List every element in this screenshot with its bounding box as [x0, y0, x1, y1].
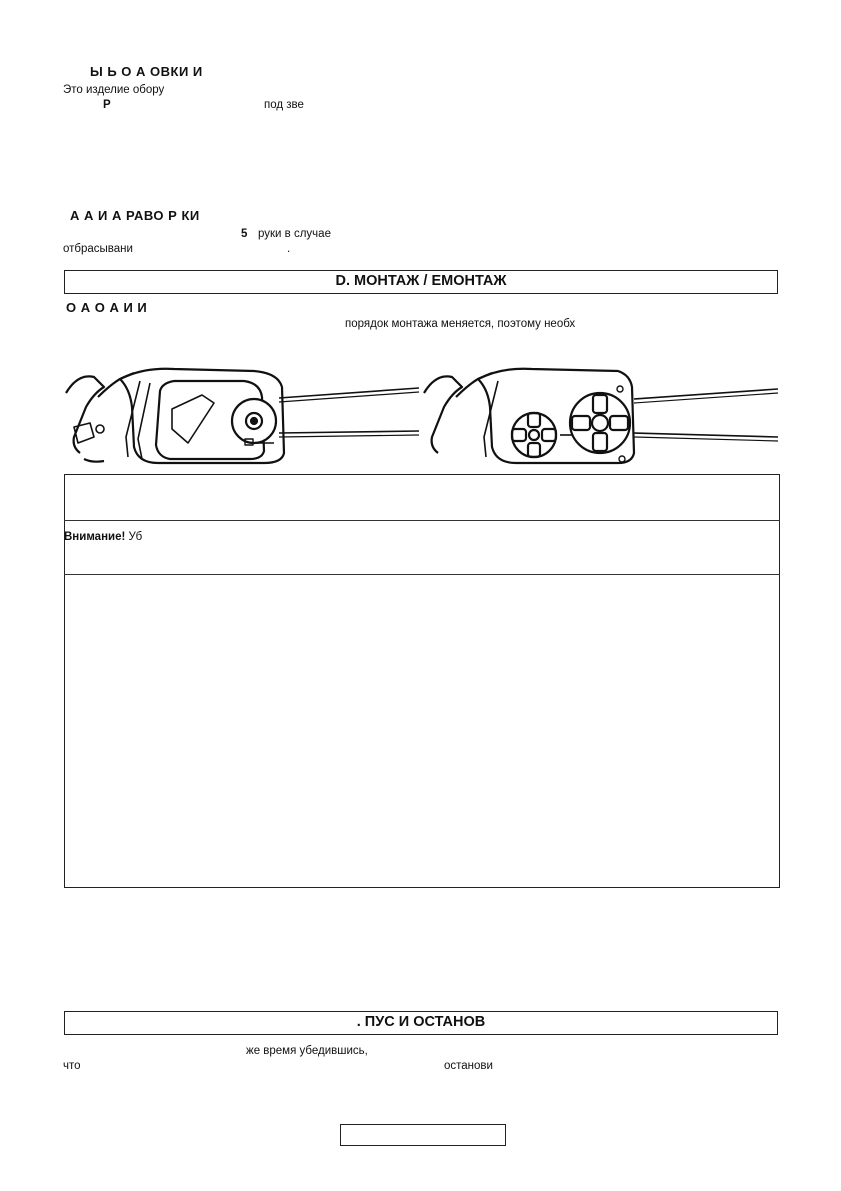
figure-chainsaw-cover: [64, 367, 419, 469]
blade-cover-line1: Это изделие обору: [63, 84, 165, 96]
box-divider-2: [64, 574, 780, 575]
chainsaw-knob-open-icon: [422, 367, 778, 469]
hand-guard-line2b: .: [287, 243, 291, 255]
hand-guard-line2a: отбрасывани: [63, 243, 133, 255]
section-d-title: D. МОНТАЖ / ЕМОНТАЖ: [335, 273, 507, 289]
assembly-subheading: О А О А И И: [66, 300, 148, 315]
start-stop-line1: же время убедившись,: [246, 1045, 368, 1057]
chainsaw-with-cover-icon: [64, 367, 419, 469]
section-e-title-box: [64, 1011, 778, 1035]
assembly-intro-text: порядок монтажа меняется, поэтому необх: [345, 318, 576, 330]
start-stop-line2a: что: [63, 1060, 81, 1072]
page-number-box: [340, 1124, 506, 1146]
hand-guard-heading: А А И А РАВО Р КИ: [70, 208, 200, 223]
figure-chainsaw-knob: [422, 367, 778, 469]
box-divider-1: [64, 520, 780, 521]
assembly-steps-box: [64, 474, 780, 888]
section-e-title: . ПУС И ОСТАНОВ: [356, 1014, 486, 1030]
caution-note: [64, 531, 142, 543]
start-stop-line2b: останови: [444, 1060, 493, 1072]
section-d-title-box: [64, 270, 778, 294]
blade-cover-line2: под зве: [264, 99, 304, 111]
caution-text: Уб: [128, 531, 143, 543]
hand-guard-bold-ref: 5: [241, 228, 248, 240]
hand-guard-line1: руки в случае: [258, 228, 331, 240]
caution-label: Внимание!: [64, 531, 126, 543]
blade-cover-heading: Ы Ь О А ОВКИ И: [90, 64, 203, 79]
blade-cover-bold-ref: Р: [103, 99, 111, 111]
